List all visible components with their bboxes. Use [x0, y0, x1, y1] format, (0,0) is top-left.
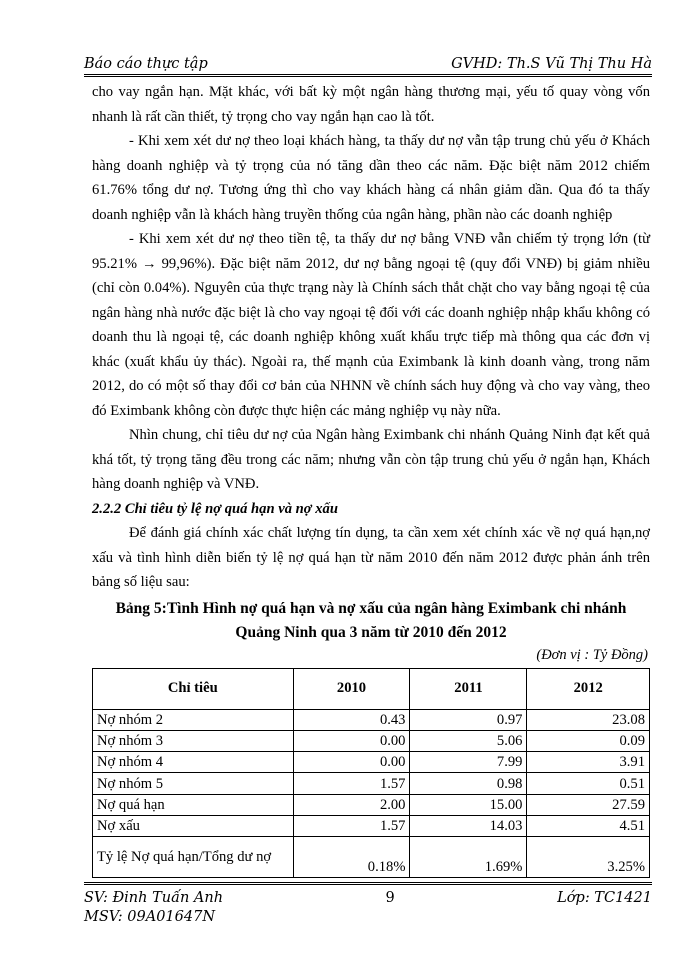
paragraph-3: - Khi xem xét dư nợ theo tiền tệ, ta thấy dư nợ bằng VNĐ vẫn chiếm tỷ trọng lớn (từ 95.21% → 99,96%). Đặc biệt năm 2012, dư nợ bằng ngoại tệ (quy đổi VNĐ) bị giảm nhiều (chỉ còn 0.04%). Nguyên của thực trạng này là Chính sách thắt chặt cho vay bằng ngoại tệ của ngân hàng nhà nước đặc biệt là cho vay ngoại tệ đối với các doanh nghiệp nhập khẩu không có doanh thu là ngoại tệ, các doanh nghiệp không xuất khẩu trực tiếp mà thông qua các đơn vị khác (xuất khẩu ủy thác). Ngoài ra, thế mạnh của Eximbank là kinh doanh vàng, trong năm 2012, do có một số thay đổi cơ bản của NHNN về chính sách huy động và cho vay vàng, theo đó Eximbank không còn được thực hiện các mảng nghiệp vụ này nữa.: [92, 231, 650, 419]
bad-debt-table: [92, 668, 650, 879]
table-caption: Bảng 5:Tình Hình nợ quá hạn và nợ xấu của ngân hàng Eximbank chi nhánh Quảng Ninh qua 3 năm từ 2010 đến 2012: [115, 599, 627, 641]
paragraph-4: Nhìn chung, chỉ tiêu dư nợ của Ngân hàng Eximbank chi nhánh Quảng Ninh đạt kết quả khá tốt, tỷ trọng tăng đều trong các năm; nhưng vẫn còn tập trung chủ yếu ở ngắn hạn, Khách hàng doanh nghiệp và VNĐ.: [92, 427, 650, 492]
row-label: Nợ nhóm 4: [93, 752, 294, 773]
cell-2011: 14.03: [410, 815, 527, 836]
row-label: Nợ quá hạn: [93, 794, 294, 815]
cell-2012: 3.25%: [527, 837, 650, 878]
table-unit: (Đơn vị : Tỷ Đồng): [536, 646, 648, 663]
cell-2012: 3.91: [527, 752, 650, 773]
table-row: [93, 815, 650, 836]
header-supervisor: GVHD: Th.S Vũ Thị Thu Hà: [451, 56, 652, 72]
column-header-2011: 2011: [410, 668, 527, 709]
table-row: [93, 773, 650, 794]
row-label: Tỷ lệ Nợ quá hạn/Tổng dư nợ: [93, 837, 294, 878]
page-footer: [84, 882, 652, 927]
footer-class: Lớp: TC1421: [557, 890, 652, 906]
footer-student: SV: Đinh Tuấn Anh: [84, 890, 224, 906]
section-heading: 2.2.2 Chỉ tiêu tỷ lệ nợ quá hạn và nợ xấu: [92, 500, 338, 517]
cell-2011: 0.97: [410, 709, 527, 730]
paragraph-5: Để đánh giá chính xác chất lượng tín dụng, ta cần xem xét chính xác về nợ quá hạn,nợ xấu và tình hình diễn biến tỷ lệ nợ quá hạn từ năm 2010 đến năm 2012 được phản ánh trên bảng số liệu sau:: [92, 525, 650, 590]
page-header: [84, 48, 652, 77]
cell-2012: 0.51: [527, 773, 650, 794]
cell-2010: 0.18%: [293, 837, 410, 878]
cell-2010: 0.00: [293, 752, 410, 773]
row-label: Nợ nhóm 5: [93, 773, 294, 794]
cell-2010: 2.00: [293, 794, 410, 815]
header-report-title: Báo cáo thực tập: [84, 56, 208, 72]
column-header-2012: 2012: [527, 668, 650, 709]
table-row: [93, 730, 650, 751]
table-row: [93, 794, 650, 815]
cell-2012: 23.08: [527, 709, 650, 730]
row-label: Nợ nhóm 2: [93, 709, 294, 730]
page-content: [92, 80, 650, 878]
cell-2011: 7.99: [410, 752, 527, 773]
table-row: [93, 837, 650, 878]
cell-2011: 15.00: [410, 794, 527, 815]
cell-2011: 0.98: [410, 773, 527, 794]
cell-2012: 4.51: [527, 815, 650, 836]
paragraph-2: - Khi xem xét dư nợ theo loại khách hàng, ta thấy dư nợ vẫn tập trung chủ yếu ở Khách hàng doanh nghiệp và tỷ trọng của nó tăng dần theo các năm. Đặc biệt năm 2012 chiếm 61.76% tổng dư nợ. Tương ứng thì cho vay khách hàng cá nhân giảm dần. Qua đó ta thấy doanh nghiệp vẫn là khách hàng truyền thống của ngân hàng, phần nào các doanh nghiệp: [92, 133, 650, 223]
cell-2012: 27.59: [527, 794, 650, 815]
cell-2010: 1.57: [293, 773, 410, 794]
footer-student-id: MSV: 09A01647N: [84, 909, 216, 925]
page-number: 9: [385, 890, 395, 906]
cell-2012: 0.09: [527, 730, 650, 751]
row-label: Nợ xấu: [93, 815, 294, 836]
cell-2011: 1.69%: [410, 837, 527, 878]
table-row: [93, 709, 650, 730]
table-row: [93, 752, 650, 773]
table-header-row: [93, 668, 650, 709]
cell-2010: 0.00: [293, 730, 410, 751]
paragraph-1: cho vay ngắn hạn. Mặt khác, với bất kỳ một ngân hàng thương mại, yếu tố quay vòng vốn nhanh là rất cần thiết, tỷ trọng cho vay ngắn hạn cao là tốt.: [92, 84, 650, 125]
row-label: Nợ nhóm 3: [93, 730, 294, 751]
column-header-indicator: Chỉ tiêu: [93, 668, 294, 709]
cell-2011: 5.06: [410, 730, 527, 751]
cell-2010: 1.57: [293, 815, 410, 836]
cell-2010: 0.43: [293, 709, 410, 730]
column-header-2010: 2010: [293, 668, 410, 709]
